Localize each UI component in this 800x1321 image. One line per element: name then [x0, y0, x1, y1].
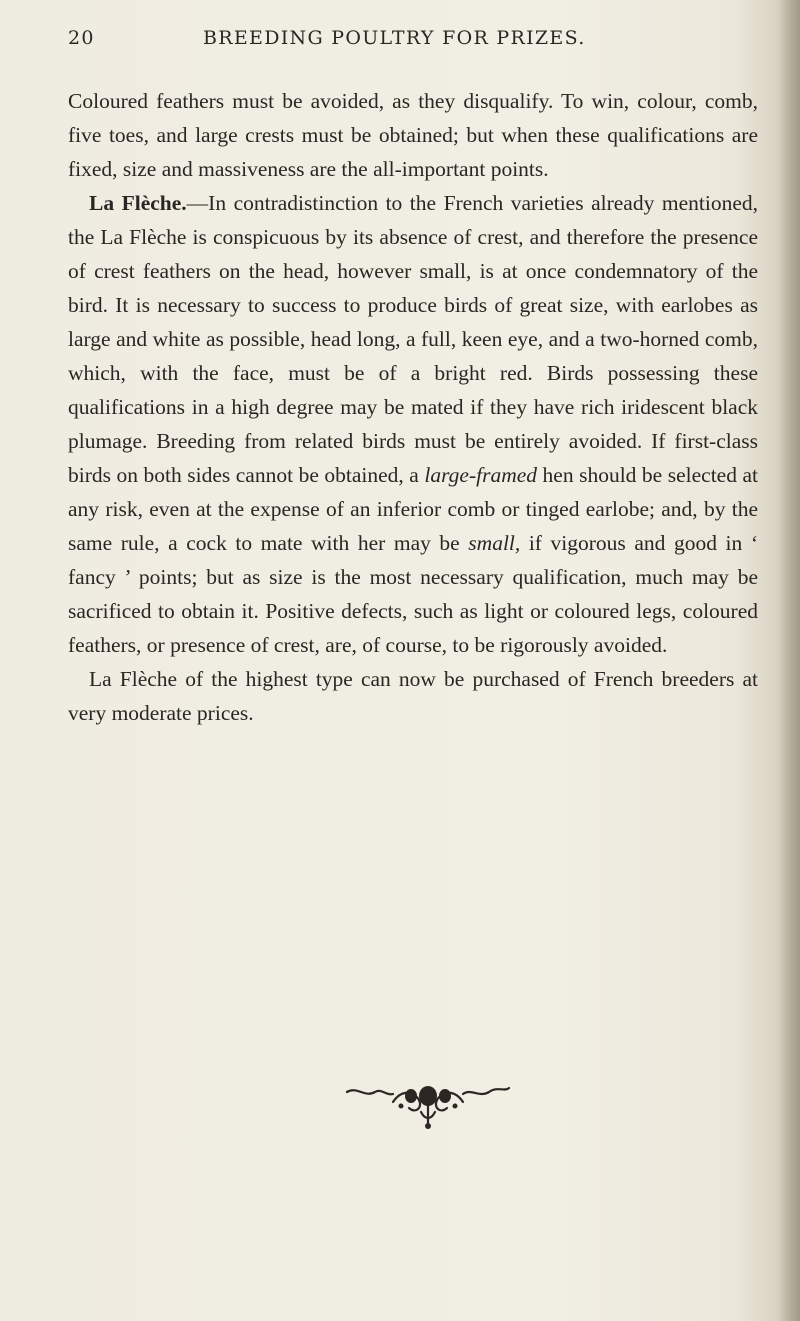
page-header — [68, 27, 758, 57]
paragraph-text: —In contradistinction to the French varieties already mentioned, the La Flèche is conspicuous by its absence of crest, and therefore the presence of crest feathers on the head, however small, is at once condemnatory of the bird. It is necessary to success to produce birds of great size, with earlobes as large and white as possible, head long, a full, keen eye, and a two-horned comb, which, with the face, must be of a bright red. Birds possessing these qualifications in a high degree may be mated if they have rich iridescent black plumage. Breeding from related birds must be entirely avoided. If first-class birds on both sides cannot be obtained, a — [68, 191, 758, 487]
paragraph-la-fleche — [68, 186, 758, 662]
body-text — [68, 84, 758, 730]
italic-phrase: large-framed — [424, 463, 538, 487]
section-heading-la-fleche: La Flèche. — [89, 191, 187, 215]
paragraph-text: if vigorous and good in ‘ fancy ’ points; but as size is the most necessary qualification, much may be sacrificed to obtain it. Positive defects, such as light or coloured legs, coloured feathers, or presence of crest, are, of course, to be rigorously avoided. — [68, 531, 758, 657]
paragraph-text: hen should be selected at any risk, even at the expense of an inferior comb or tinged earlobe; and, by the same rule, a cock to mate with her may be — [68, 463, 758, 555]
paragraph-purchase: La Flèche of the highest type can now be purchased of French breeders at very moderate prices. — [68, 667, 758, 725]
decorative-fleuron-icon — [343, 1082, 513, 1132]
italic-phrase: small, — [468, 531, 521, 555]
running-title: BREEDING POULTRY FOR PRIZES. — [203, 27, 586, 49]
page-number: 20 — [68, 27, 95, 49]
paragraph-coloured-feathers: Coloured feathers must be avoided, as they disqualify. To win, colour, comb, five toes, and large crests must be obtained; but when these qualifications are fixed, size and massiveness are the all-important points. — [68, 89, 758, 181]
page-edge-shadow — [778, 0, 800, 1321]
